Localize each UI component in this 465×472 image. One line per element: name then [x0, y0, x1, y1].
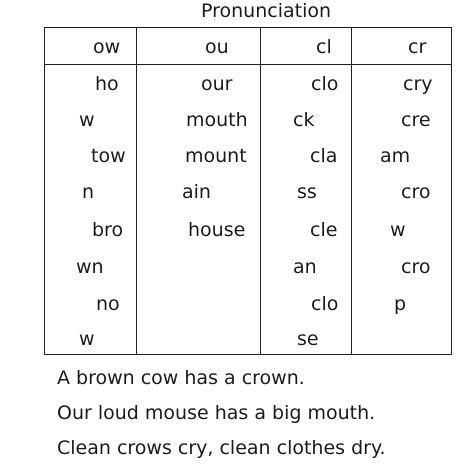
table-cell: mouth	[186, 109, 248, 131]
table-cell: n	[82, 181, 95, 203]
table-cell: our	[201, 73, 233, 95]
table-cell: ain	[182, 181, 211, 203]
header-divider	[44, 64, 452, 65]
column-header-ou: ou	[205, 36, 229, 58]
table-cell: se	[297, 328, 319, 350]
table-cell: p	[394, 293, 407, 315]
table-cell: am	[380, 145, 411, 167]
column-header-ow: ow	[93, 36, 121, 58]
table-cell: clo	[311, 293, 339, 315]
table-cell: cro	[401, 181, 431, 203]
column-header-cr: cr	[408, 36, 427, 58]
table-cell: an	[293, 256, 317, 278]
table-cell: ho	[95, 73, 119, 95]
table-cell: w	[79, 328, 95, 350]
table-cell: cre	[401, 109, 431, 131]
sentence: Clean crows cry, clean clothes dry.	[57, 437, 386, 459]
table-cell: w	[79, 109, 95, 131]
table-cell: wn	[76, 256, 104, 278]
sentence: A brown cow has a crown.	[57, 367, 305, 389]
column-divider	[136, 27, 137, 355]
table-cell: mount	[185, 145, 247, 167]
sentence: Our loud mouse has a big mouth.	[57, 402, 376, 424]
table-cell: bro	[92, 219, 124, 241]
table-cell: cle	[310, 219, 338, 241]
table-cell: no	[96, 293, 120, 315]
table-cell: ck	[293, 109, 315, 131]
column-divider	[260, 27, 261, 355]
table-cell: cro	[401, 256, 431, 278]
table-cell: w	[390, 219, 406, 241]
page-title: Pronunciation	[200, 0, 332, 22]
table-cell: house	[188, 219, 246, 241]
table-cell: ss	[297, 181, 317, 203]
table-cell: cry	[403, 73, 433, 95]
column-header-cl: cl	[316, 36, 332, 58]
table-cell: clo	[311, 73, 339, 95]
table-cell: tow	[91, 145, 126, 167]
column-divider	[351, 27, 352, 355]
table-cell: cla	[310, 145, 338, 167]
